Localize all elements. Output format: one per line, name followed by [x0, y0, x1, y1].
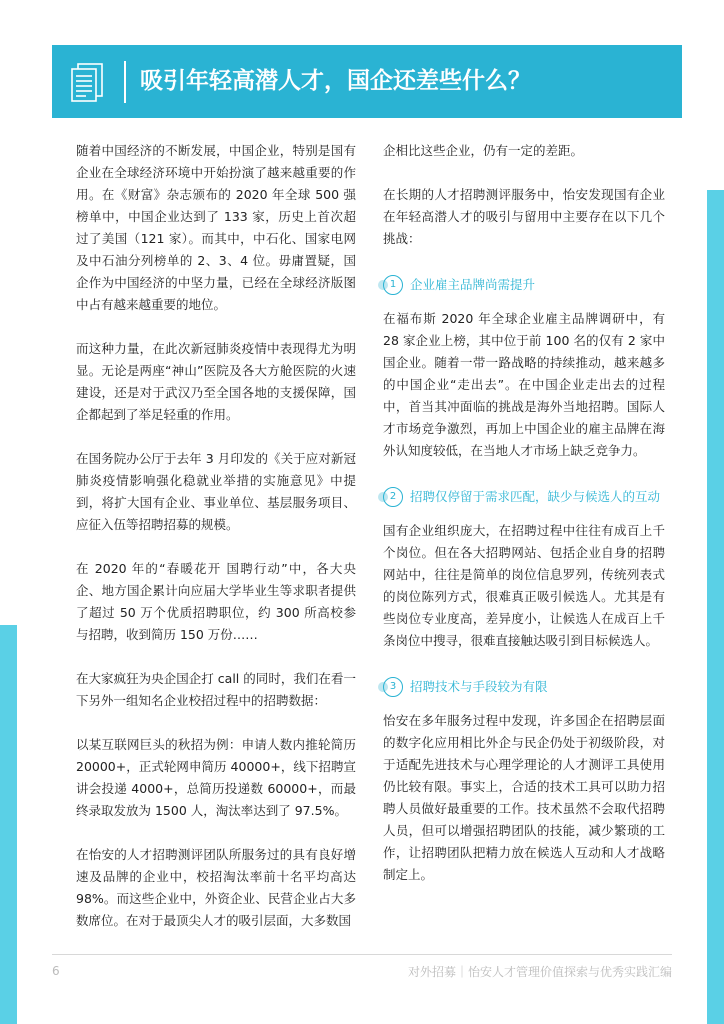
banner-divider — [124, 61, 126, 103]
section-title: 招聘仅停留于需求匹配，缺少与候选人的互动 — [410, 489, 661, 504]
paragraph: 在国务院办公厅于去年 3 月印发的《关于应对新冠肺炎疫情影响强化稳就业举措的实施意见》中提到，将扩大国有企业、事业单位、基层服务项目、应征入伍等招聘招募的规模。 — [76, 451, 356, 532]
decorative-side-bar-left — [0, 625, 17, 1024]
paragraph: 怡安在多年服务过程中发现，许多国企在招聘层面的数字化应用相比外企与民企仍处于初级阶段，对于适配先进技术与心理学理论的人才测评工具使用仍比较有限。事实上，合适的技术工具可以助力招聘人员做好最重要的工作。技术虽然不会取代招聘人员，但可以增强招聘团队的技能，减少繁琐的工作，让招聘团队把精力放在候选人互动和人才战略制定上。 — [383, 713, 665, 882]
document-stack-icon — [64, 58, 112, 106]
left-column — [76, 140, 356, 932]
paragraph: 在大家疯狂为央企国企打 call 的同时，我们在看一下另外一组知名企业校招过程中的招聘数据： — [76, 671, 356, 708]
paragraph: 在 2020 年的“春暖花开 国聘行动”中，各大央企、地方国企累计向应届大学毕业生等求职者提供了超过 50 万个优质招聘职位，约 300 所高校参与招聘，收到简历 150 万份…… — [76, 561, 356, 642]
right-column — [383, 140, 665, 886]
footer-text: 对外招募｜怡安人才管理价值探索与优秀实践汇编 — [407, 965, 672, 979]
paragraph: 国有企业组织庞大，在招聘过程中往往有成百上千个岗位。但在各大招聘网站、包括企业自身的招聘网站中，往往是简单的岗位信息罗列，传统列表式的岗位陈列方式，很难真正吸引候选人。尤其是有些岗位专业度高，差异度小，让候选人在成百上千条岗位中搜寻，很难直接触达吸引到目标候选人。 — [383, 523, 665, 648]
decorative-side-bar-right — [707, 190, 724, 1024]
paragraph: 在怡安的人才招聘测评团队所服务过的具有良好增速及品牌的企业中，校招淘汰率前十名平均高达 98%。而这些企业中，外资企业、民营企业占大多数席位。在对于最顶尖人才的吸引层面，大多数国 — [76, 847, 356, 928]
title-banner — [52, 45, 682, 118]
footer-divider — [52, 954, 672, 955]
section-number-badge: 2 — [383, 487, 403, 507]
section-heading — [383, 674, 665, 700]
paragraph: 在福布斯 2020 年全球企业雇主品牌调研中，有 28 家企业上榜，其中位于前 100 名的仅有 2 家中国企业。随着一带一路战略的持续推动，越来越多的中国企业“走出去”。在中国企业走出去的过程中，首当其冲面临的挑战是海外当地招聘。国际人才市场竞争激烈，再加上中国企业的雇主品牌在海外认知度较低，在当地人才市场上缺乏竞争力。 — [383, 311, 665, 458]
paragraph: 在长期的人才招聘测评服务中，怡安发现国有企业在年轻高潜人才的吸引与留用中主要存在以下几个挑战： — [383, 187, 665, 246]
section-title: 招聘技术与手段较为有限 — [410, 679, 548, 694]
paragraph: 以某互联网巨头的秋招为例：申请人数内推轮简历 20000+，正式轮网申简历 40000+，线下招聘宣讲会投递 4000+，总简历投递数 60000+，而最终录取发放为 1500 人，淘汰率达到了 97.5%。 — [76, 737, 356, 818]
page-number: 6 — [52, 964, 60, 978]
section-heading — [383, 272, 665, 298]
paragraph: 随着中国经济的不断发展，中国企业，特别是国有企业在全球经济环境中开始扮演了越来越重要的作用。在《财富》杂志颁布的 2020 年全球 500 强榜单中，中国企业达到了 133 家，历史上首次超过了美国（121 家）。而其中，中石化、国家电网及中石油分列榜单的 2、3、4 位。毋庸置疑，国企作为中国经济的中坚力量，已经在全球经济版图中占有越来越重要的地位。 — [76, 143, 356, 312]
section-heading — [383, 484, 665, 510]
page-title: 吸引年轻高潜人才，国企还差些什么？ — [140, 68, 531, 94]
section-title: 企业雇主品牌尚需提升 — [410, 277, 536, 292]
paragraph: 企相比这些企业，仍有一定的差距。 — [383, 143, 584, 158]
paragraph: 而这种力量，在此次新冠肺炎疫情中表现得尤为明显。无论是两座“神山”医院及各大方舱医院的火速建设，还是对于武汉乃至全国各地的支援保障，国企都起到了举足轻重的作用。 — [76, 341, 356, 422]
section-number-badge: 3 — [383, 677, 403, 697]
section-number-badge: 1 — [383, 275, 403, 295]
